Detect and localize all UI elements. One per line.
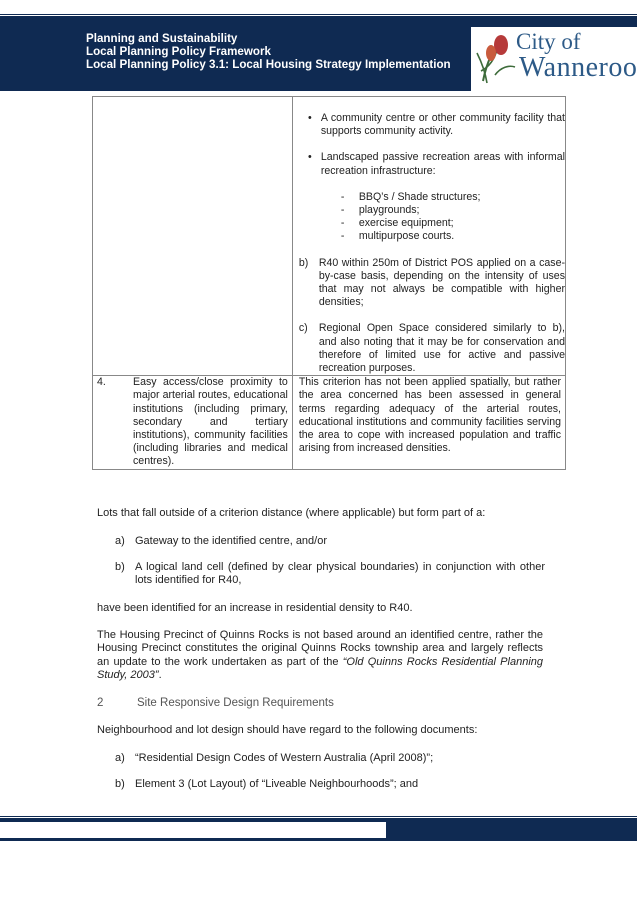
list-item: b) R40 within 250m of District POS applied on a case-by-case basis, depending on the intensity of uses that may not always be compatible with higher densities; [298,256,565,309]
city-logo [471,27,637,91]
paragraph: Neighbourhood and lot design should have regard to the following documents: [97,724,478,736]
list-item: b) A logical land cell (defined by clear physical boundaries) in conjunction with other lots identified for R40, [115,561,545,587]
comment-text: This criterion has not been applied spatially, but rather the area concerned has been assessed in general terms regarding adequacy of the arterial routes, educational institutions and community facilities serving the area to cope with increased population and traffic arising from increased densities. [298,376,561,455]
list-item: c) Regional Open Space considered similarly to b), and also noting that it may be for conservation and therefore of limited use for active and passive recreation purposes. [298,322,565,375]
table-row [93,376,566,469]
criterion-cell-empty [93,97,293,376]
section-title: Site Responsive Design Requirements [137,697,334,709]
header-top-rule [0,14,637,15]
comment-cell [292,376,565,469]
bullet-icon: • [307,112,312,124]
table-row [93,97,566,376]
criterion-number: 4. [97,376,106,389]
list-item: a) Gateway to the identified centre, and/or [115,535,328,547]
paragraph: have been identified for an increase in residential density to R40. [97,602,413,614]
footer-white-band [0,822,386,838]
section-number: 2 [97,697,104,709]
footer-rule [0,816,637,817]
list-item: - multipurpose courts. [340,230,455,243]
logo-city-text: City of [516,29,581,54]
header-line-1: Planning and Sustainability [86,32,238,45]
header-line-2: Local Planning Policy Framework [86,45,271,58]
criterion-cell [93,376,293,469]
banksia-flower-icon [475,31,517,85]
criteria-table [92,96,566,470]
bullet-icon: • [307,151,312,164]
list-item: - playgrounds; [340,204,420,217]
comment-cell [292,97,565,376]
section-heading [97,697,334,709]
header-line-3: Local Planning Policy 3.1: Local Housing Strategy Implementation [86,58,451,71]
list-item: b) Element 3 (Lot Layout) of “Liveable Neighbourhoods”; and [115,778,419,790]
intro-paragraph: Lots that fall outside of a criterion distance (where applicable) but form part of a: [97,507,486,519]
header-text [86,32,451,71]
list-item: • A community centre or other community facility that supports community activity. [299,112,565,138]
criterion-text: Easy access/close proximity to major arterial routes, educational institutions (including primary, secondary and tertiary institutions), community facilities (including libraries and medical centres). [133,376,288,468]
study-title: “Old Quinns Rocks Residential Planning Study, 2003” [97,655,543,682]
page-header [0,16,637,91]
list-item: - exercise equipment; [340,217,454,230]
logo-name-text: Wanneroo [519,52,637,83]
list-item: - BBQ’s / Shade structures; [340,190,481,203]
list-item: • Landscaped passive recreation areas with informal recreation infrastructure: [299,151,565,177]
list-item: a) “Residential Design Codes of Western Australia (April 2008)”; [115,752,434,764]
dash-list [341,191,565,244]
quinns-rocks-paragraph: The Housing Precinct of Quinns Rocks is not based around an identified centre, rather the Housing Precinct constitutes the original Quinns Rocks township area and largely reflects an update to the work undertaken as part of the “Old Quinns Rocks Residential Planning Study, 2003”. [97,629,543,682]
